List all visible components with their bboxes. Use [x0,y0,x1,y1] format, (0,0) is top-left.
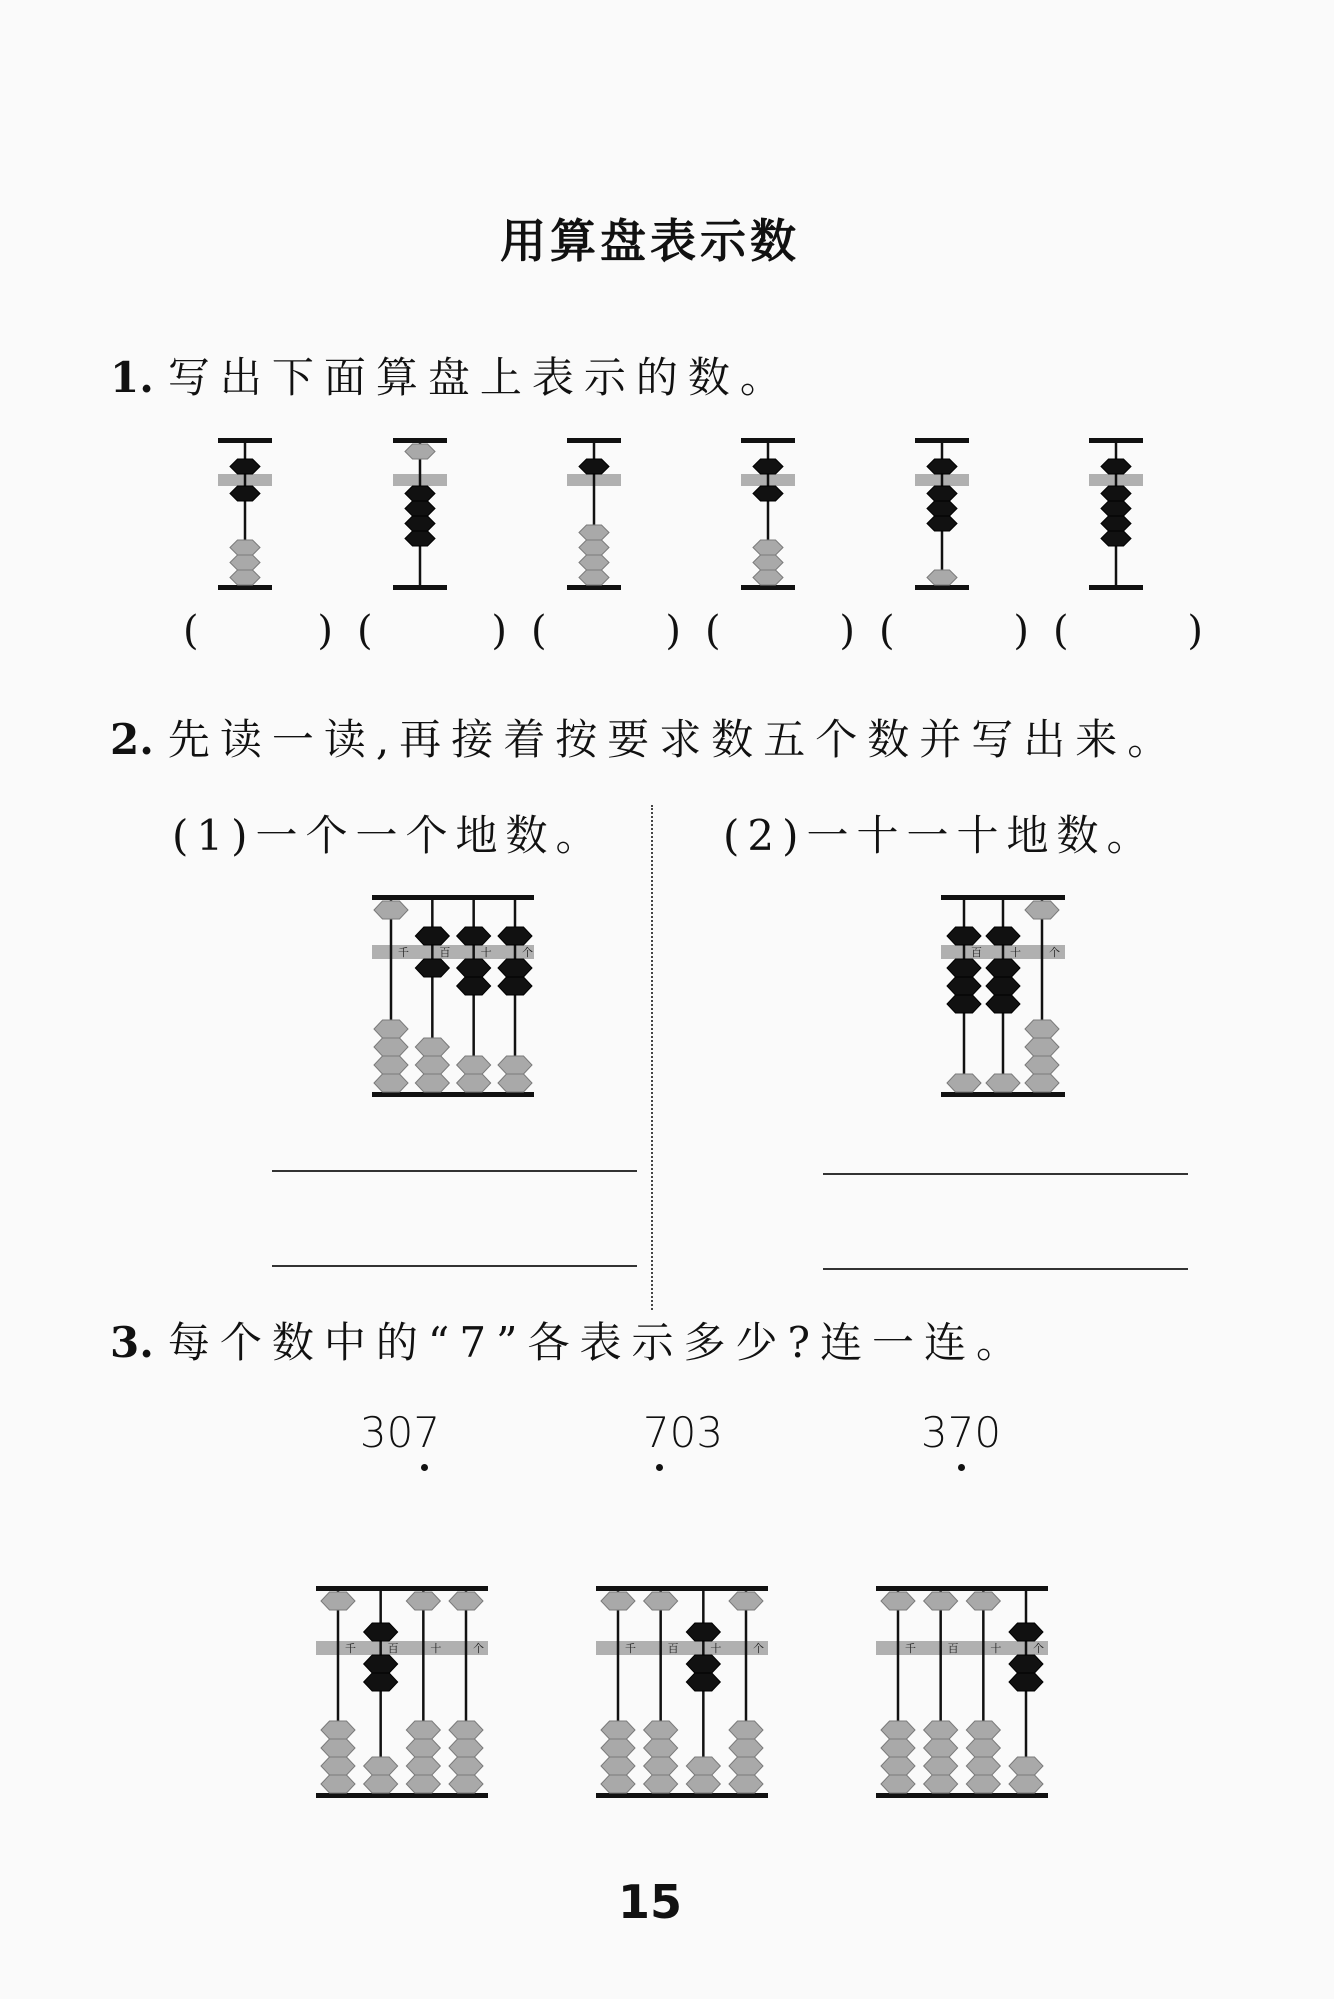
abacus-frame-bottom [393,585,447,590]
abacus-place-label: 百 [439,946,451,959]
abacus-lower-bead [881,1739,915,1757]
q3-connect-dot-2[interactable] [656,1464,663,1471]
abacus-lower-bead [405,501,435,516]
abacus-lower-bead [1025,1038,1059,1056]
abacus-lower-bead [986,995,1020,1013]
abacus-upper-bead [415,927,449,945]
q1-paren-close-2: ) [491,608,507,654]
abacus-lower-bead [1025,1074,1059,1092]
abacus-lower-bead [601,1775,635,1793]
abacus-frame-bottom [372,1092,534,1097]
q1-paren-open-5: ( [879,608,895,654]
q3-connect-dot-3[interactable] [958,1464,965,1471]
abacus-lower-bead [579,540,609,555]
abacus-upper-bead [579,459,609,474]
page-title: 用算盘表示数 [500,214,800,268]
abacus-lower-bead [1025,1020,1059,1038]
q3-number-1: 307 [359,1408,441,1457]
q1-abacus-4 [741,438,795,590]
abacus-upper-bead [986,927,1020,945]
abacus-lower-bead [1101,531,1131,546]
q1-answer-blank-2[interactable] [357,608,507,654]
abacus-lower-bead [579,555,609,570]
abacus-frame-top [876,1586,1048,1591]
abacus-lower-bead [415,1074,449,1092]
abacus-place-label: 千 [625,1642,636,1655]
abacus-frame-bottom [1089,585,1143,590]
abacus-lower-bead [1009,1775,1043,1793]
abacus-lower-bead [579,525,609,540]
q2-part2-answer-line-1[interactable] [823,1173,1188,1175]
abacus-lower-bead [881,1775,915,1793]
abacus-upper-bead [1101,459,1131,474]
abacus-beam [876,1641,1048,1655]
abacus-lower-bead [601,1721,635,1739]
abacus-frame-top [941,895,1065,900]
abacus-lower-bead [1101,501,1131,516]
abacus-beam [316,1641,488,1655]
abacus-lower-bead [729,1721,763,1739]
abacus-upper-bead [405,444,435,459]
q1-paren-close-5: ) [1013,608,1029,654]
abacus-lower-bead [579,570,609,585]
question-3-text: 每个数中的“7”各表示多少?连一连。 [167,1318,1029,1367]
abacus-lower-bead [457,959,491,977]
q1-abacus-2 [393,438,447,590]
abacus-lower-bead [1101,516,1131,531]
q1-paren-open-3: ( [531,608,547,654]
abacus-lower-bead [457,1074,491,1092]
abacus-place-label: 个 [522,946,533,959]
abacus-lower-bead [966,1721,1000,1739]
abacus-lower-bead [644,1775,678,1793]
abacus-frame-top [218,438,272,443]
abacus-lower-bead [924,1757,958,1775]
question-3-number: 3. [110,1318,154,1367]
question-1 [110,345,792,405]
q1-abacus-5 [915,438,969,590]
abacus-place-label: 十 [480,946,492,959]
q2-part1-label: (1)一个一个地数。 [172,811,606,860]
q2-part2-label: (2)一十一十地数。 [723,811,1157,860]
abacus-frame-bottom [941,1092,1065,1097]
abacus-lower-bead [729,1775,763,1793]
abacus-frame-bottom [596,1793,768,1798]
abacus-upper-bead [1025,901,1059,919]
abacus-place-label: 个 [753,1642,764,1655]
abacus-lower-bead [1009,1655,1043,1673]
q2-part1-answer-line-1[interactable] [272,1170,637,1172]
abacus-upper-bead [364,1623,398,1641]
abacus-lower-bead [415,959,449,977]
abacus-lower-bead [498,1056,532,1074]
q3-number-3: 370 [920,1408,1002,1457]
abacus-lower-bead [966,1757,1000,1775]
abacus-lower-bead [364,1775,398,1793]
abacus-upper-bead [947,927,981,945]
abacus-frame-bottom [876,1793,1048,1798]
abacus-lower-bead [321,1739,355,1757]
abacus-lower-bead [947,959,981,977]
abacus-lower-bead [405,516,435,531]
abacus-upper-bead [1009,1623,1043,1641]
q2-part2-answer-line-2[interactable] [823,1268,1188,1270]
q1-abacus-1 [218,438,272,590]
abacus-lower-bead [457,977,491,995]
abacus-lower-bead [230,570,260,585]
abacus-frame-top [915,438,969,443]
abacus-lower-bead [753,540,783,555]
abacus-lower-bead [1009,1673,1043,1691]
abacus-lower-bead [947,1074,981,1092]
abacus-lower-bead [321,1775,355,1793]
abacus-frame-bottom [218,585,272,590]
abacus-lower-bead [644,1721,678,1739]
abacus-place-label: 十 [430,1642,442,1655]
q2-part1-answer-line-2[interactable] [272,1265,637,1267]
abacus-lower-bead [686,1655,720,1673]
abacus-lower-bead [406,1721,440,1739]
abacus-lower-bead [405,531,435,546]
q1-paren-open-6: ( [1053,608,1069,654]
abacus-lower-bead [1101,486,1131,501]
question-2-text: 先读一读,再接着按要求数五个数并写出来。 [167,715,1180,764]
abacus-upper-bead [966,1592,1000,1610]
abacus-upper-bead [644,1592,678,1610]
abacus-lower-bead [374,1074,408,1092]
abacus-lower-bead [364,1673,398,1691]
abacus-lower-bead [1009,1757,1043,1775]
abacus-lower-bead [753,570,783,585]
abacus-lower-bead [729,1757,763,1775]
abacus-upper-bead [924,1592,958,1610]
abacus-lower-bead [644,1739,678,1757]
abacus-lower-bead [753,486,783,501]
abacus-lower-bead [881,1757,915,1775]
abacus-lower-bead [753,555,783,570]
q2-part1-abacus [372,895,534,1097]
q3-abacus-2 [596,1586,768,1798]
abacus-lower-bead [881,1721,915,1739]
abacus-upper-bead [449,1592,483,1610]
question-1-number: 1. [110,353,154,402]
q1-paren-close-4: ) [839,608,855,654]
abacus-upper-bead [321,1592,355,1610]
q1-paren-open-1: ( [183,608,199,654]
abacus-lower-bead [601,1757,635,1775]
q1-paren-close-6: ) [1187,608,1203,654]
abacus-lower-bead [927,486,957,501]
question-3 [110,1310,1028,1370]
abacus-upper-bead [230,459,260,474]
abacus-lower-bead [947,995,981,1013]
abacus-place-label: 十 [710,1642,722,1655]
abacus-lower-bead [374,1038,408,1056]
abacus-place-label: 百 [387,1642,399,1655]
abacus-lower-bead [230,555,260,570]
abacus-lower-bead [230,486,260,501]
abacus-upper-bead [753,459,783,474]
abacus-lower-bead [986,959,1020,977]
abacus-lower-bead [966,1775,1000,1793]
abacus-lower-bead [449,1775,483,1793]
abacus-place-label: 百 [667,1642,679,1655]
abacus-upper-bead [729,1592,763,1610]
abacus-frame-top [741,438,795,443]
abacus-place-label: 千 [905,1642,916,1655]
abacus-place-label: 百 [947,1642,959,1655]
abacus-lower-bead [924,1721,958,1739]
abacus-lower-bead [686,1673,720,1691]
q3-abacus-3 [876,1586,1048,1798]
abacus-frame-bottom [915,585,969,590]
divider-dotted [651,805,653,1310]
abacus-frame-top [316,1586,488,1591]
abacus-lower-bead [927,501,957,516]
q1-answer-blank-3[interactable] [531,608,681,654]
abacus-lower-bead [374,1020,408,1038]
abacus-lower-bead [927,570,957,585]
abacus-frame-bottom [316,1793,488,1798]
abacus-lower-bead [924,1775,958,1793]
abacus-lower-bead [498,959,532,977]
question-1-text: 写出下面算盘上表示的数。 [167,353,792,402]
q1-paren-open-4: ( [705,608,721,654]
abacus-upper-bead [457,927,491,945]
abacus-place-label: 百 [971,946,982,959]
abacus-place-label: 个 [1049,946,1060,959]
abacus-lower-bead [415,1038,449,1056]
abacus-lower-bead [406,1739,440,1757]
abacus-lower-bead [924,1739,958,1757]
abacus-lower-bead [1025,1056,1059,1074]
abacus-lower-bead [947,977,981,995]
abacus-frame-bottom [567,585,621,590]
abacus-frame-top [372,895,534,900]
abacus-lower-bead [729,1739,763,1757]
abacus-upper-bead [686,1623,720,1641]
q1-abacus-6 [1089,438,1143,590]
abacus-lower-bead [449,1721,483,1739]
q1-answer-blank-1[interactable] [183,608,333,654]
abacus-lower-bead [498,1074,532,1092]
abacus-place-label: 千 [345,1642,356,1655]
abacus-upper-bead [406,1592,440,1610]
abacus-lower-bead [364,1757,398,1775]
abacus-beam [596,1641,768,1655]
abacus-lower-bead [405,486,435,501]
abacus-lower-bead [230,540,260,555]
abacus-lower-bead [449,1757,483,1775]
abacus-upper-bead [927,459,957,474]
abacus-upper-bead [881,1592,915,1610]
abacus-lower-bead [927,516,957,531]
abacus-lower-bead [449,1739,483,1757]
abacus-beam [372,945,534,959]
abacus-lower-bead [406,1775,440,1793]
abacus-lower-bead [374,1056,408,1074]
abacus-place-label: 十 [1010,946,1021,959]
abacus-lower-bead [644,1757,678,1775]
abacus-place-label: 十 [990,1642,1002,1655]
q1-paren-close-1: ) [317,608,333,654]
q1-answer-blank-5[interactable] [879,608,1029,654]
abacus-lower-bead [986,977,1020,995]
abacus-frame-top [596,1586,768,1591]
abacus-lower-bead [415,1056,449,1074]
abacus-lower-bead [364,1655,398,1673]
abacus-lower-bead [321,1721,355,1739]
q3-abacus-1 [316,1586,488,1798]
abacus-lower-bead [601,1739,635,1757]
q2-part2-abacus [941,895,1065,1097]
q1-abacus-3 [567,438,621,590]
page-number: 15 [617,1875,682,1929]
abacus-lower-bead [457,1056,491,1074]
abacus-frame-bottom [741,585,795,590]
abacus-frame-top [1089,438,1143,443]
abacus-place-label: 个 [1033,1642,1044,1655]
abacus-lower-bead [406,1757,440,1775]
q1-paren-close-3: ) [665,608,681,654]
abacus-lower-bead [986,1074,1020,1092]
abacus-upper-bead [374,901,408,919]
q1-answer-blank-6[interactable] [1053,608,1203,654]
q3-number-2: 703 [642,1408,724,1457]
abacus-lower-bead [686,1757,720,1775]
abacus-upper-bead [601,1592,635,1610]
q1-paren-open-2: ( [357,608,373,654]
abacus-frame-top [393,438,447,443]
abacus-upper-bead [498,927,532,945]
abacus-place-label: 个 [473,1642,484,1655]
question-2 [110,707,1179,767]
q3-connect-dot-1[interactable] [421,1464,428,1471]
abacus-place-label: 千 [398,946,409,959]
abacus-frame-top [567,438,621,443]
question-2-number: 2. [110,715,154,764]
q1-answer-blank-4[interactable] [705,608,855,654]
abacus-lower-bead [966,1739,1000,1757]
abacus-lower-bead [686,1775,720,1793]
abacus-lower-bead [498,977,532,995]
abacus-lower-bead [321,1757,355,1775]
